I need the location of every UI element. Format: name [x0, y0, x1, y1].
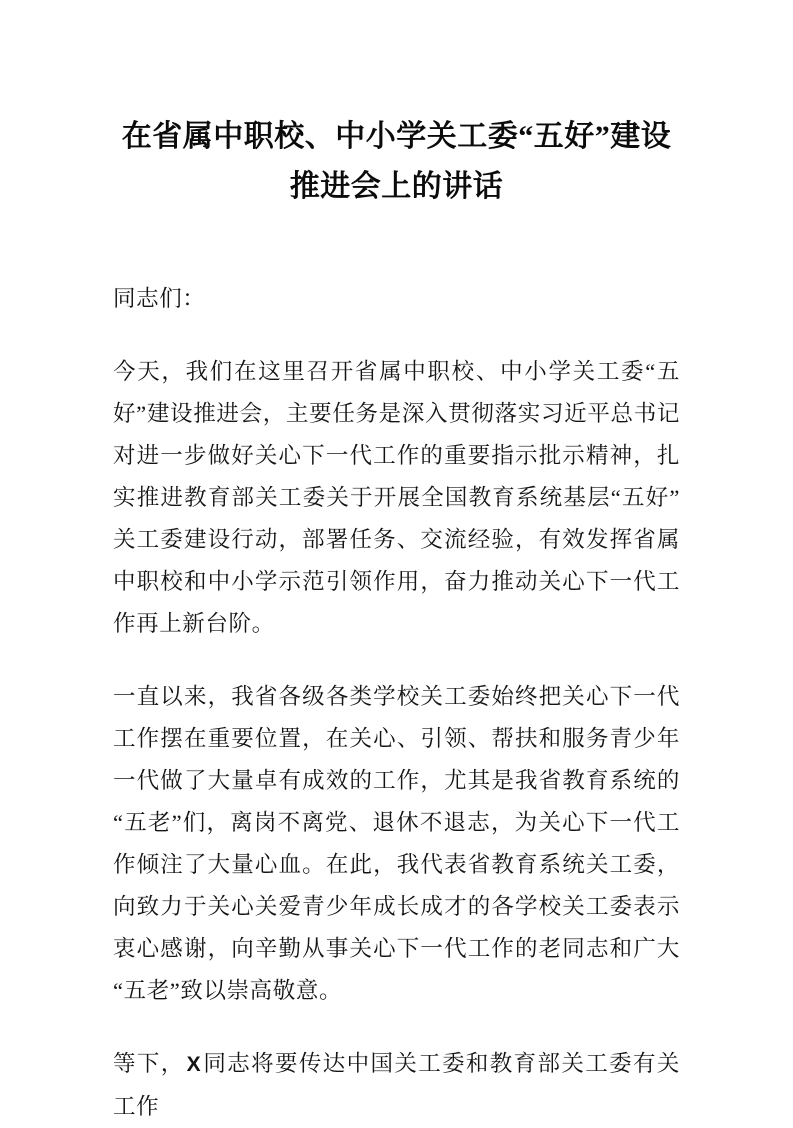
body-paragraph-3 [113, 1043, 680, 1128]
document-body [113, 278, 680, 1128]
page-title-line-2: 推进会上的讲话 [289, 170, 504, 203]
body-paragraph-1: 今天，我们在这里召开省属中职校、中小学关工委“五好”建设推进会，主要任务是深入贯彻落实习近平总书记对进一步做好关心下一代工作的重要指示批示精神，扎实推进教育部关工委关于开展全国教育系统基层“五好”关工委建设行动，部署任务、交流经验，有效发挥省属中职校和中小学示范引领作用，奋力推动关心下一代工作再上新台阶。 [113, 359, 680, 636]
page-title-line-1: 在省属中职校、中小学关工委“五好”建设 [121, 120, 672, 153]
page-title [113, 112, 680, 212]
paragraph-3-prefix: 等下， [113, 1051, 185, 1076]
paragraph-3-suffix: 同志将要传达中国关工委和教育部关工委有关工作 [113, 1051, 680, 1119]
placeholder-name-token: X [186, 1053, 201, 1076]
body-paragraph-2: 一直以来，我省各级各类学校关工委始终把关心下一代工作摆在重要位置，在关心、引领、帮扶和服务青少年一代做了大量卓有成效的工作，尤其是我省教育系统的“五老”们，离岗不离党、退休不退志，为关心下一代工作倾注了大量心血。在此，我代表省教育系统关工委，向致力于关心关爱青少年成长成才的各学校关工委表示衷心感谢，向辛勤从事关心下一代工作的老同志和广大“五老”致以崇高敬意。 [113, 684, 680, 1003]
salutation: 同志们： [113, 286, 206, 311]
